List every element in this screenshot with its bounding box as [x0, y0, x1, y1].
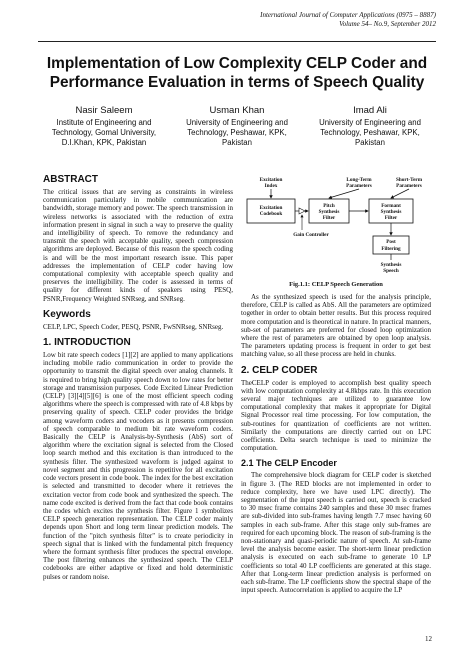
author-affiliation: University of Engineering and [319, 118, 421, 127]
intro-continuation-text: As the synthesized speech is used for the analysis principle, therefore, CELP is called as AbS. All the parameters are optimized together in order to obtain better results. But this process required more computation and is theoretical in nature. In practical manners, sub-set of parameters are preferred for closed loop optimization where the rest of parameters are obtained by open loop analysis. The parameters updating process is frequent in order to get best matching value, so all these process are held in chunks. [241, 293, 431, 359]
codebook-label-1: Excitation [259, 205, 283, 211]
label-short-term-1: Short-Term [395, 177, 423, 183]
keywords-heading: Keywords [43, 308, 91, 320]
label-excitation-index-1: Excitation [259, 177, 283, 183]
author-affiliation: Pakistan [222, 138, 252, 147]
journal-name: International Journal of Computer Applications (0975 – 8887) [260, 11, 436, 19]
gain-label: Gain Controller [293, 232, 329, 238]
celp-encoder-text: The comprehensive block diagram for CELP coder is sketched in figure 3. (The RED blocks are not implemented in order to reduce complexity, here we have used LPC directly). The segmentation of the input speech is carried out, speech is cracked to 30 msec frame contains 240 samples and these 30 msec frames are sub-divided into sub-frames having length 7.7 msec having 60 samples in each sub-frame. After this stage only sub-frames are required for each upcoming block. The reason of sub-framing is the non-stationary and quasi-periodic nature of speech. At sub-frame level the analysis become easier. The short-term linear prediction analysis is executed on each sub-frame to generate 10 LP coefficients so total 40 LP coefficients are generated at this stage. After that Long-term linear prediction analysis is performed on each sub-frame. The LP coefficients show the spectral shape of the input speech. Autocorrelation is applied to acquire the LP [241, 471, 431, 595]
title-line-2: Performance Evaluation in terms of Speech Quality [49, 74, 425, 91]
keywords-text: CELP, LPC, Speech Coder, PESQ, PSNR, FwSNRseg, SNRseg. [43, 322, 224, 331]
left-column [43, 174, 233, 581]
journal-volume: Volume 54– No.9, September 2012 [339, 20, 436, 28]
running-head [260, 11, 436, 29]
celp-coder-text: TheCELP coder is employed to accomplish best quality speech with low computation complexity at 4.8kbps rate. In this execution several major techniques are utilized to guarantee low computational complexity that makes it appropriate for Digital Signal Processor real time processing. For low computation, the sub-routines for quantization of coefficients are not written. Similarly the computations are directly carried out on LPC coefficients. Delta search technique is used to minimize the computation. [241, 378, 431, 453]
title-line-1: Implementation of Low Complexity CELP Coder and [46, 55, 428, 72]
header-rule [38, 41, 436, 42]
formant-label-3: Filter [384, 215, 398, 221]
author-affiliation: Pakistan [355, 138, 385, 147]
author-affiliation: Technology, Peshawar, KPK, [187, 128, 287, 137]
label-short-term-2: Parameters [396, 183, 422, 189]
author-affiliation: Technology, Peshawar, KPK, [320, 128, 420, 137]
author-name: Imad Ali [353, 105, 387, 116]
diagram-svg [241, 174, 431, 279]
author-affiliation: D.I.Khan, KPK, Pakistan [61, 138, 147, 147]
pitch-label-3: Filter [322, 215, 336, 221]
pitch-label-1: Pitch [323, 203, 335, 209]
author-2 [171, 105, 303, 148]
formant-label-2: Synthesis [380, 209, 402, 215]
codebook-label-2: Codebook [259, 211, 283, 217]
figure-caption: Fig.1.1: CELP Speech Generation [289, 281, 383, 288]
celp-coder-heading: 2. CELP CODER [241, 364, 318, 376]
author-name: Usman Khan [209, 105, 265, 116]
post-label-1: Post [386, 239, 396, 245]
author-3 [304, 105, 436, 148]
abstract-heading: ABSTRACT [43, 174, 98, 185]
synth-speech-label-1: Synthesis [380, 262, 402, 268]
author-affiliation: University of Engineering and [186, 118, 288, 127]
label-long-term-2: Parameters [346, 183, 372, 189]
introduction-heading: 1. INTRODUCTION [43, 337, 131, 349]
author-name: Nasir Saleem [75, 105, 133, 116]
celp-block-diagram [241, 174, 431, 279]
label-long-term-1: Long-Term [346, 177, 372, 183]
author-affiliation: Institute of Engineering and [56, 118, 152, 127]
formant-label-1: Formant [381, 203, 401, 209]
author-affiliation: Technology, Gomal University, [51, 128, 157, 137]
page-number: 12 [425, 635, 432, 643]
synth-speech-label-2: Speech [383, 268, 399, 274]
author-block [38, 105, 436, 148]
post-label-2: Filtering [381, 246, 401, 252]
label-excitation-index-2: Index [264, 183, 278, 189]
paper-title [38, 54, 436, 92]
author-1 [38, 105, 170, 148]
celp-encoder-heading: 2.1 The CELP Encoder [241, 458, 337, 469]
right-column [241, 174, 431, 595]
pitch-label-2: Synthesis [318, 209, 340, 215]
introduction-text: Low bit rate speech codecs [1][2] are applied to many applications including mobile radio communication in order to provide the opportunity to transmit the digital speech over analog channels. It is required to bring high quality speech down to low rates for better storage and transmission purposes. Code Excited Linear Prediction (CELP) [3][4][5][6] is one of the most efficient speech coding algorithms where the speech is compressed with rate of 4.8 kbps by preserving quality of speech. CELP coder provides the bridge among waveform coders and vocoders as it presents compression of speech comparable to medium bit rate waveform coders. Basically the CELP is Analysis-by-Synthesis (AbS) sort of algorithm where the excitation signal is selected from the Closed loop search method and this excitation is than introduced to the synthesis filter. The synthesized waveform is judged against to novel segment and this progression is repetitive for all excitation code vectors present in code book. The index for the best excitation is selected and transmitted to decoder where it retrieves the excitation vector from code book and synthesized the speech. The name code excited is derived from the fact that code book contains the codes which excites the synthesis filter. Figure 1 symbolizes CELP speech generation representation. The CELP coder mainly depends upon Short and long term linear prediction models. The function of the "pitch synthesis filter" is to create periodicity in speech signal that is linked with the fundamental pitch frequency where the formant synthesis filter produces the spectral envelope. The post filtering enhances the synthesized speech. The CELP codebooks are either adaptive or fixed and hold deterministic pulses or random noise. [43, 351, 233, 581]
abstract-text: The critical issues that are serving as constraints in wireless communication particularly in mobile communication are bandwidth, storage memory and power. The speech transmission in wireless networks is associated with the reduction of extra information present in signal in such a way to preserve the quality and intelligibility of speech. To remove the redundancy and transmit the speech with acceptable quality, speech compression algorithms are deployed. Because of this reason the speech coding is and will be the most important research issue. This paper addresses the implementation of CELP coder having low computational complexity with acceptable speech quality and preserves the intelligibility. The coder is assessed in terms of quality for different kinds of speakers using PESQ, PSNR,Frequency Weighted SNRseg, and SNRseg. [43, 188, 233, 303]
